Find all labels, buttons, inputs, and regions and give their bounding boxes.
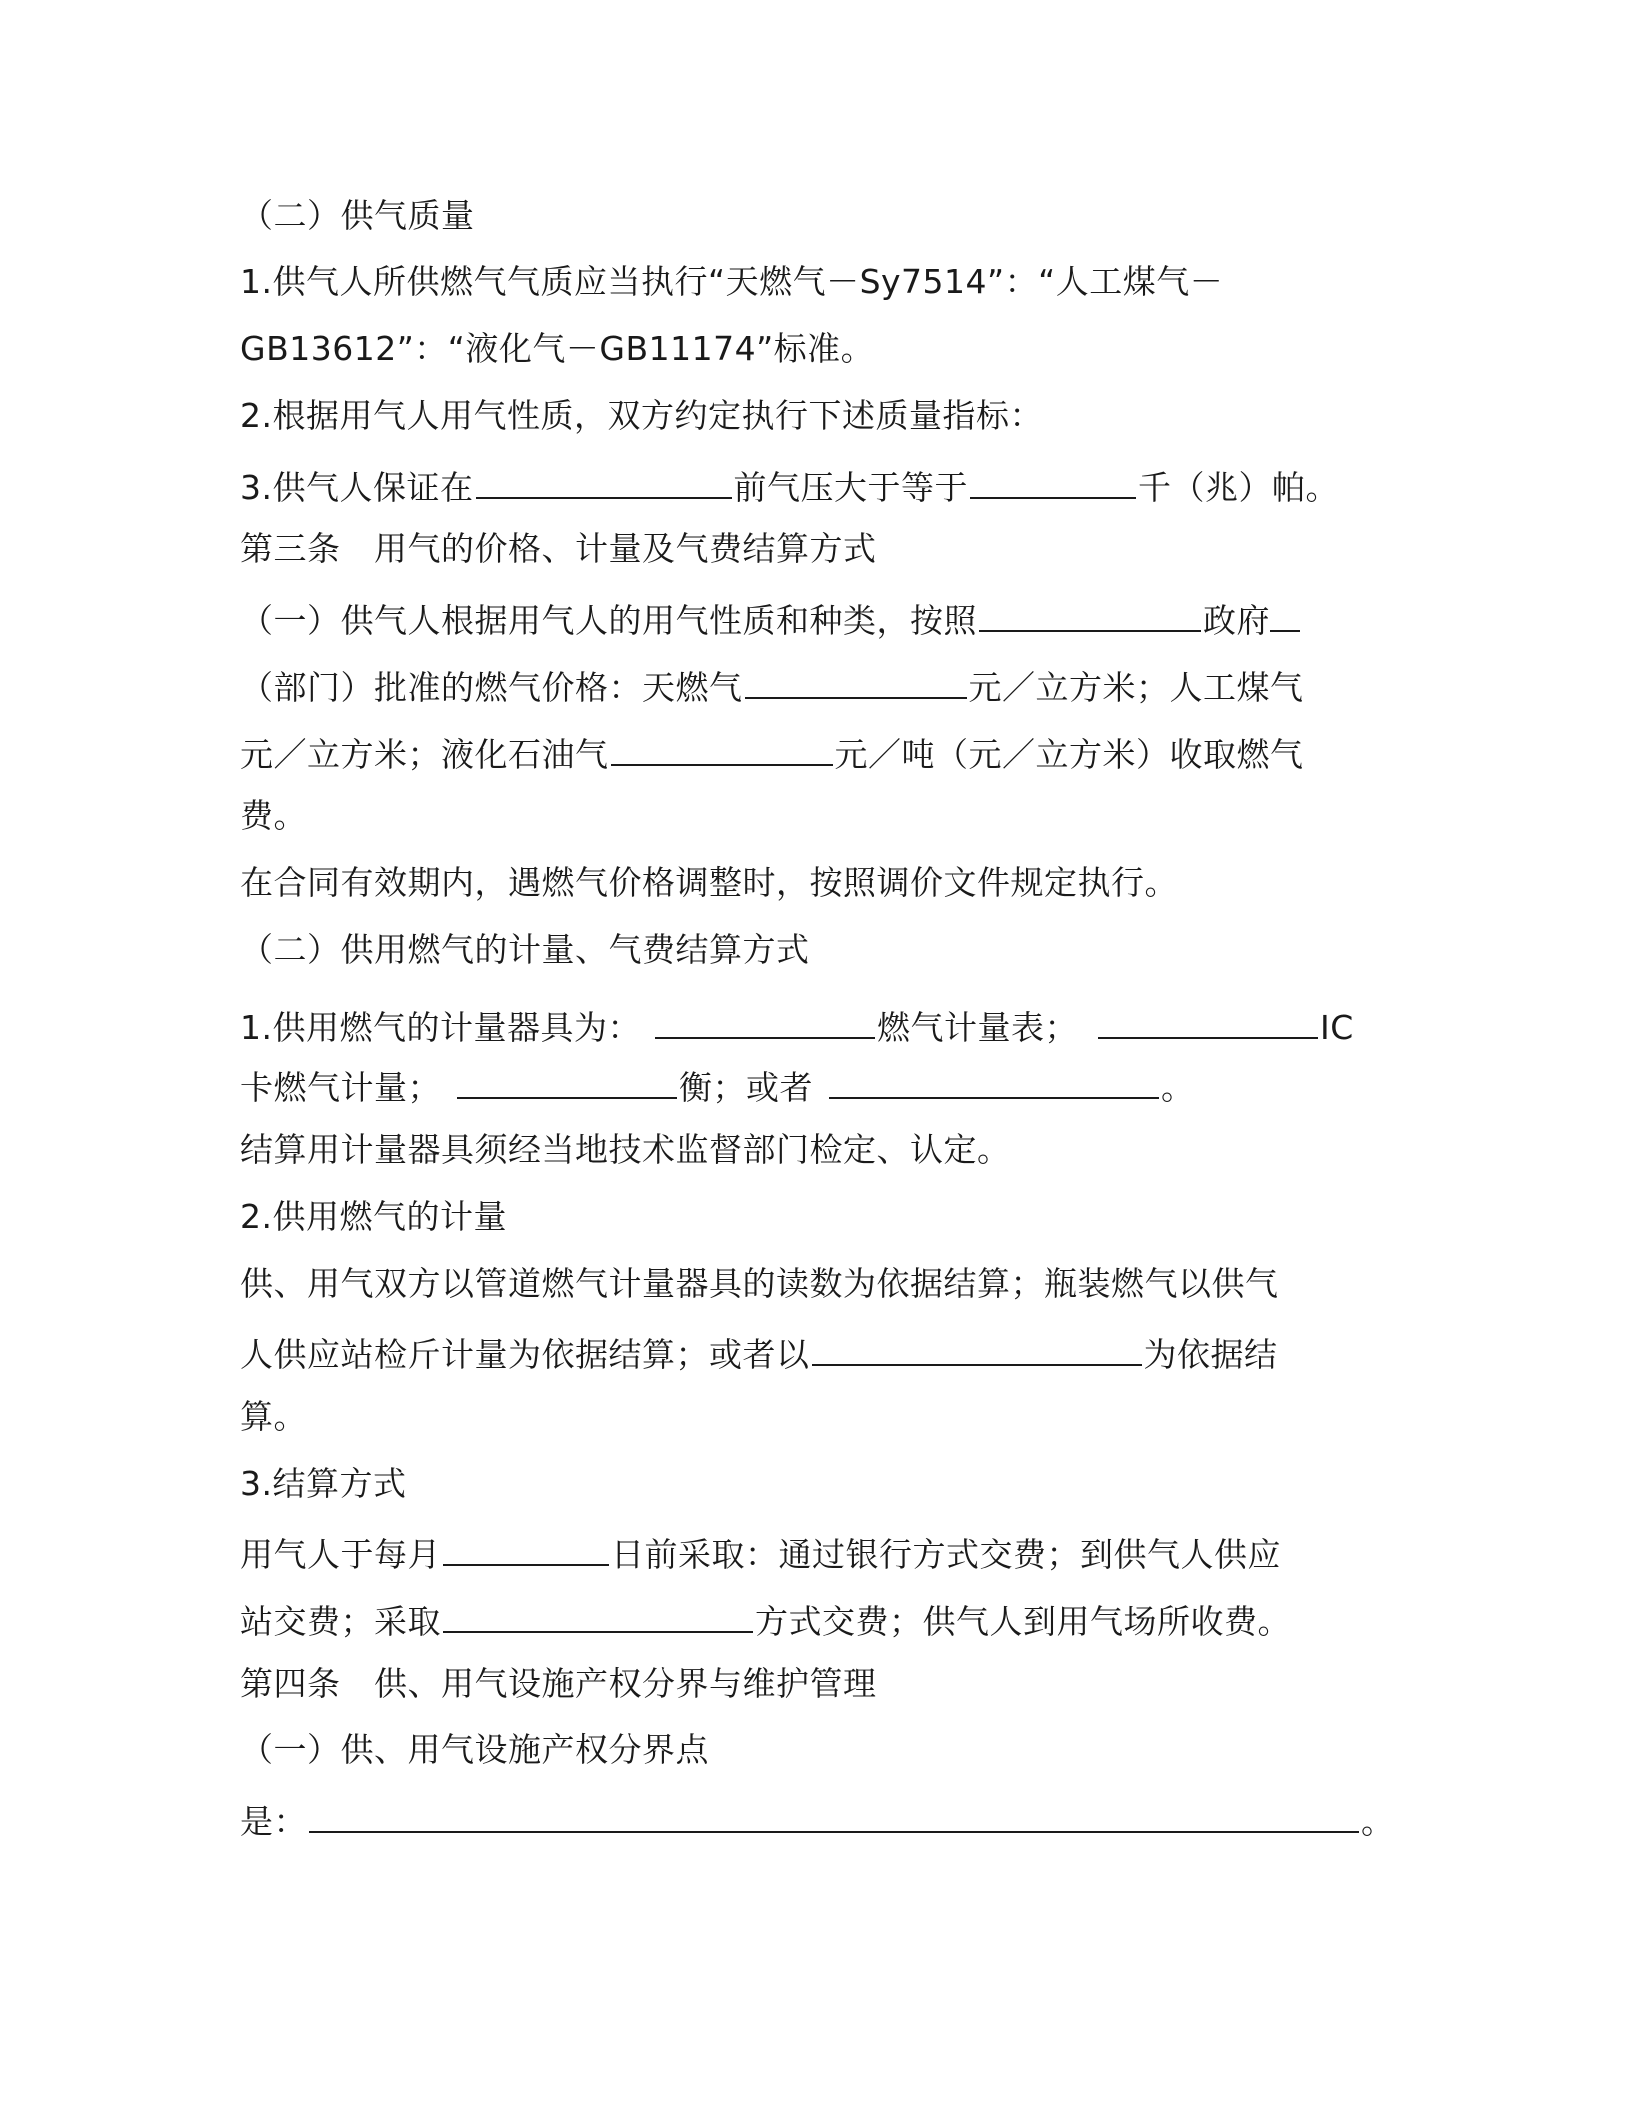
- paragraph-pressure: [240, 455, 1390, 511]
- text: 第三条 用气的价格、计量及气费结算方式: [240, 529, 877, 568]
- text: 1.供用燃气的计量器具为：: [240, 1008, 641, 1047]
- text: 元／立方米；人工煤气: [968, 668, 1304, 707]
- text: 前气压大于等于: [733, 468, 968, 507]
- paragraph-settlement-end: [240, 1389, 1390, 1445]
- text: 燃气计量表；: [877, 1008, 1078, 1047]
- paragraph-settlement-basis: [240, 1256, 1390, 1312]
- paragraph-payment-date: [240, 1522, 1390, 1578]
- paragraph-payment-method: [240, 1589, 1390, 1645]
- article-three-heading: [240, 521, 1390, 577]
- text: GB13612”：“液化气－GB11174”标准。: [240, 329, 875, 368]
- text: （一）供气人根据用气人的用气性质和种类，按照: [240, 601, 977, 640]
- text: 。: [1161, 1068, 1195, 1107]
- text: 在合同有效期内，遇燃气价格调整时，按照调价文件规定执行。: [240, 863, 1178, 902]
- paragraph-quality-indicators: [240, 388, 1390, 444]
- paragraph-price-adjustment: [240, 855, 1390, 911]
- text: 算。: [240, 1397, 307, 1436]
- text: 政府: [1203, 601, 1270, 640]
- text: 站交费；采取: [240, 1602, 441, 1641]
- blank-field[interactable]: [812, 1322, 1142, 1366]
- text: 3.供气人保证在: [240, 468, 474, 507]
- text: 。: [1361, 1802, 1395, 1841]
- blank-field[interactable]: [443, 1589, 753, 1633]
- blank-field[interactable]: [443, 1522, 609, 1566]
- paragraph-price-basis: [240, 588, 1390, 644]
- paragraph-metering-devices-cont: [240, 1055, 1390, 1111]
- text: 结算用计量器具须经当地技术监督部门检定、认定。: [240, 1130, 1011, 1169]
- blank-field[interactable]: [611, 722, 833, 766]
- blank-field[interactable]: [1098, 995, 1318, 1039]
- paragraph-demarcation-point: [240, 1789, 1395, 1845]
- blank-field[interactable]: [1270, 588, 1300, 632]
- paragraph-price-end: [240, 788, 1390, 844]
- text: 供、用气双方以管道燃气计量器具的读数为依据结算；瓶装燃气以供气: [240, 1264, 1279, 1303]
- blank-field[interactable]: [655, 995, 875, 1039]
- text: 人供应站检斤计量为依据结算；或者以: [240, 1335, 810, 1374]
- text: 元／立方米；液化石油气: [240, 735, 609, 774]
- paragraph-price-natural-gas: [240, 655, 1390, 711]
- text: 1.供气人所供燃气气质应当执行“天燃气－Sy7514”：“人工煤气－: [240, 262, 1224, 301]
- text: 2.供用燃气的计量: [240, 1197, 507, 1236]
- text: （部门）批准的燃气价格：天燃气: [240, 668, 743, 707]
- blank-field[interactable]: [745, 655, 967, 699]
- text: 3.结算方式: [240, 1464, 407, 1503]
- subheading-metering: [240, 1189, 1390, 1245]
- blank-field[interactable]: [829, 1055, 1159, 1099]
- section-heading-metering: [240, 922, 1390, 978]
- text: 是：: [240, 1802, 307, 1841]
- text: （二）供气质量: [240, 196, 475, 235]
- text: 费。: [240, 796, 307, 835]
- text: IC: [1320, 1008, 1354, 1047]
- text: 日前采取：通过银行方式交费；到供气人供应: [611, 1535, 1281, 1574]
- text: 为依据结: [1143, 1335, 1278, 1374]
- paragraph-standards-cont: [240, 321, 1390, 377]
- text: 卡燃气计量；: [240, 1068, 441, 1107]
- text: 衡；或者: [679, 1068, 813, 1107]
- text: 元／吨（元／立方米）收取燃气: [834, 735, 1304, 774]
- text: （二）供用燃气的计量、气费结算方式: [240, 930, 810, 969]
- text: 用气人于每月: [240, 1535, 441, 1574]
- text: 第四条 供、用气设施产权分界与维护管理: [240, 1664, 877, 1703]
- paragraph-metering-devices: [240, 995, 1390, 1051]
- blank-field[interactable]: [979, 588, 1201, 632]
- blank-field[interactable]: [970, 455, 1136, 499]
- article-four-heading: [240, 1656, 1390, 1712]
- blank-field[interactable]: [309, 1789, 1359, 1833]
- text: 方式交费；供气人到用气场所收费。: [755, 1602, 1291, 1641]
- paragraph-price-lpg: [240, 722, 1390, 778]
- section-heading-gas-quality: [240, 188, 1390, 244]
- paragraph-settlement-basis-cont: [240, 1322, 1390, 1378]
- blank-field[interactable]: [476, 455, 732, 499]
- text: （一）供、用气设施产权分界点: [240, 1730, 709, 1769]
- paragraph-meter-verification: [240, 1122, 1390, 1178]
- blank-field[interactable]: [457, 1055, 677, 1099]
- paragraph-standards: [240, 254, 1390, 310]
- section-heading-demarcation: [240, 1722, 1390, 1778]
- subheading-settlement-method: [240, 1456, 1390, 1512]
- text: 2.根据用气人用气性质，双方约定执行下述质量指标：: [240, 396, 1043, 435]
- text: 千（兆）帕。: [1138, 468, 1339, 507]
